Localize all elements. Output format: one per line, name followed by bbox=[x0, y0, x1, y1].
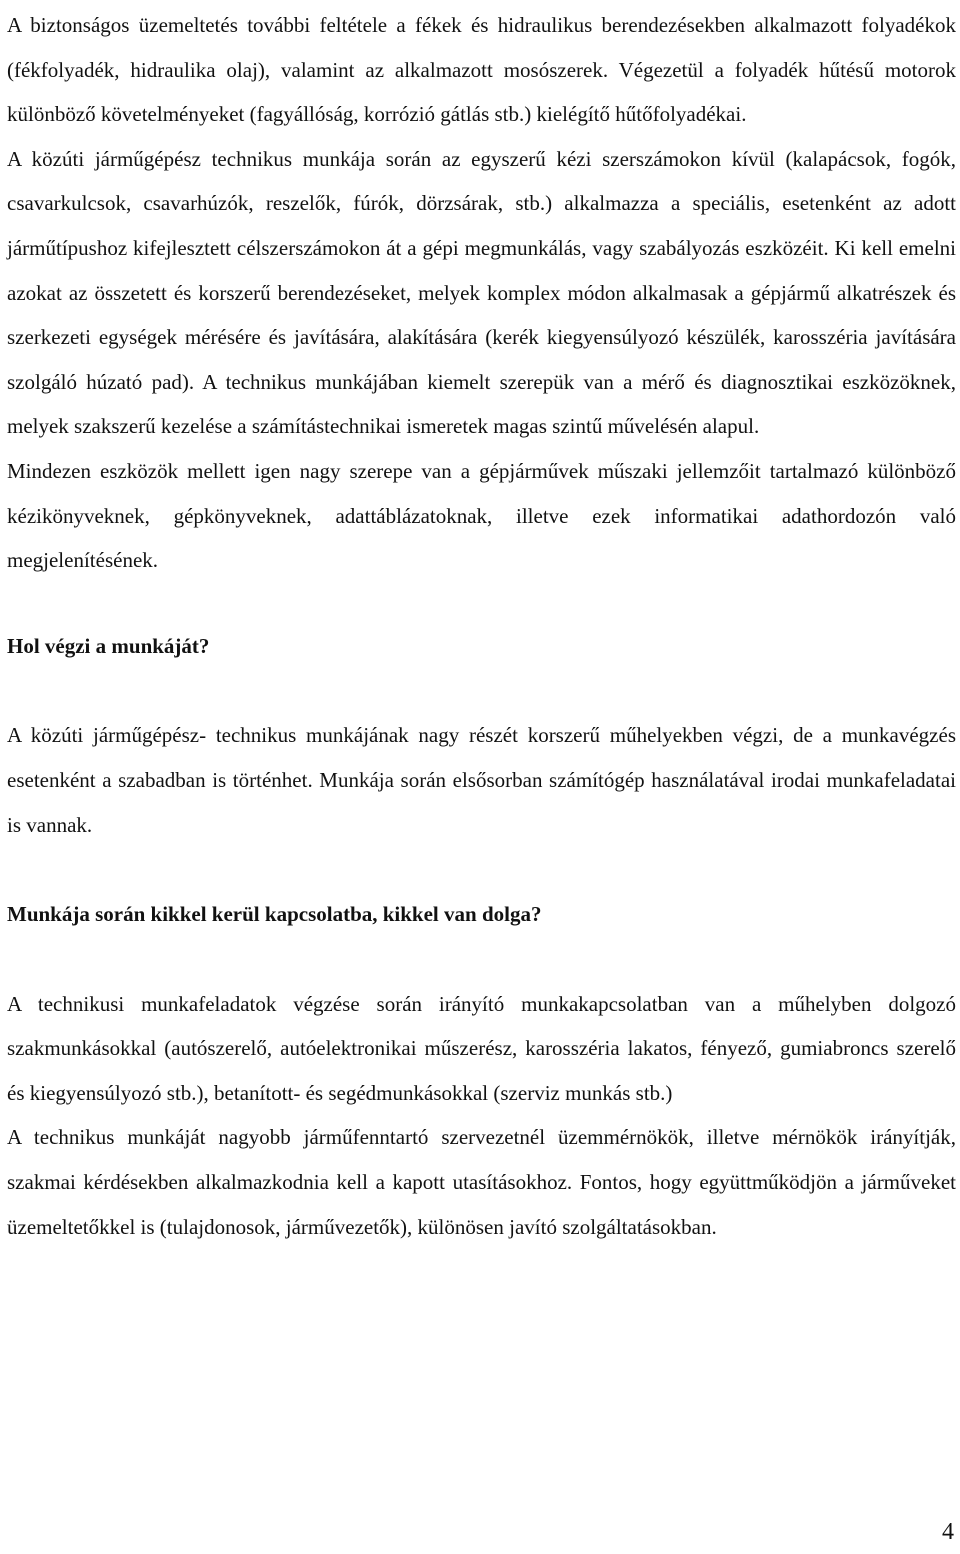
heading-where-works: Hol végzi a munkáját? bbox=[7, 633, 210, 658]
paragraph-where-works: A közúti járműgépész- technikus munkájának nagy részét korszerű műhelyekben végzi, de a munkavégzés esetenként a szabadban is történhet. Munkája során elsősorban számítógép használatával irodai munkafeladatai is vannak. bbox=[7, 723, 956, 837]
document-page bbox=[7, 0, 956, 1249]
page-number: 4 bbox=[942, 1519, 954, 1545]
heading-contacts: Munkája során kikkel kerül kapcsolatba, kikkel van dolga? bbox=[7, 902, 542, 927]
paragraph-contacts-workers: A technikusi munkafeladatok végzése során irányító munkakapcsolatban van a műhelyben dolgozó szakmunkásokkal (autószerelő, autóelektronikai műszerész, karosszéria lakatos, fényező, gumiabroncs szerelő és kiegyensúlyozó stb.), betanított- és segédmunkásokkal (szerviz munkás stb.) bbox=[7, 991, 956, 1105]
paragraph-operating-fluids: A biztonságos üzemeltetés további feltétele a fékek és hidraulikus berendezésekben alkalmazott folyadékok (fékfolyadék, hidraulika olaj), valamint az alkalmazott mosószerek. Végezetül a folyadék hűtésű motorok különböző követelményeket (fagyállóság, korrózió gátlás stb.) kielégítő hűtőfolyadékai. bbox=[7, 13, 956, 127]
paragraph-tools: A közúti járműgépész technikus munkája során az egyszerű kézi szerszámokon kívül (kalapácsok, fogók, csavarkulcsok, csavarhúzók, reszelők, fúrók, dörzsárak, stb.) alkalmazza a speciális, esetenként az adott járműtípushoz kifejlesztett célszerszámokon át a gépi megmunkálás, vagy szabályozás eszközéit. Ki kell emelni azokat az összetett és korszerű berendezéseket, melyek komplex módon alkalmasak a gépjármű alkatrészek és szerkezeti egységek mérésére és javítására, alakítására (kerék kiegyensúlyozó készülék, karosszéria javítására szolgáló húzató pad). A technikus munkájában kiemelt szerepük van a mérő és diagnosztikai eszközöknek, melyek szakszerű kezelése a számítástechnikai ismeretek magas szintű művelésén alapul. bbox=[7, 146, 956, 439]
paragraph-contacts-engineers: A technikus munkáját nagyobb járműfenntartó szervezetnél üzemmérnökök, illetve mérnökök irányítják, szakmai kérdésekben alkalmazkodnia kell a kapott utasításokhoz. Fontos, hogy együttműködjön a járműveket üzemeltetőkkel is (tulajdonosok, járművezetők), különösen javító szolgáltatásokban. bbox=[7, 1125, 956, 1239]
paragraph-manuals: Mindezen eszközök mellett igen nagy szerepe van a gépjárművek műszaki jellemzőit tartalmazó különböző kézikönyveknek, gépkönyveknek, adattáblázatoknak, illetve ezek informatikai adathordozón való megjelenítésének. bbox=[7, 458, 956, 573]
